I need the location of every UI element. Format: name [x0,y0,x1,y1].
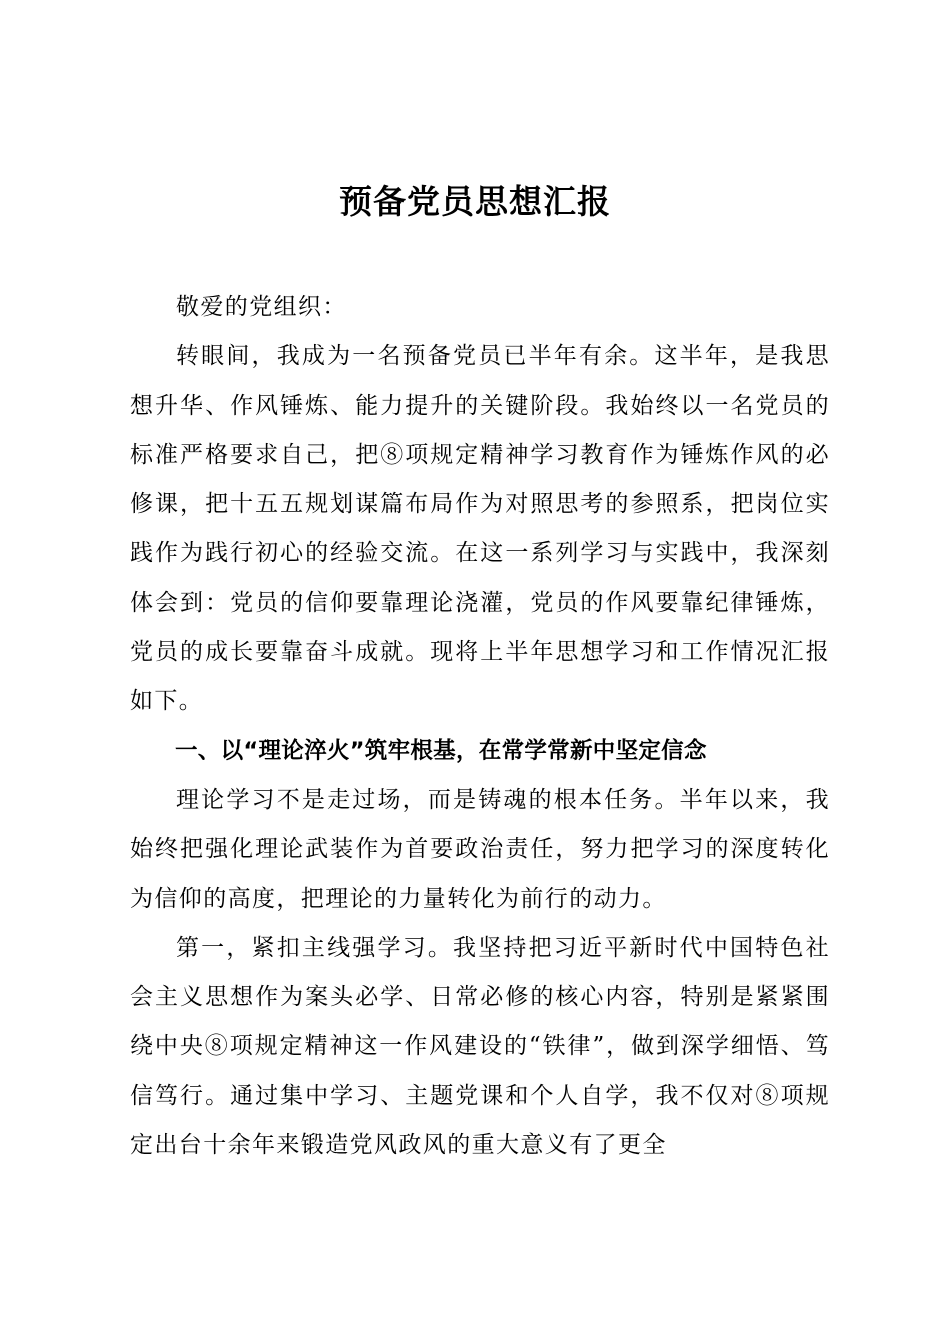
document-body [130,283,830,1170]
salutation: 敬爱的党组织： [176,294,347,320]
section-paragraph: 理论学习不是走过场，而是铸魂的根本任务。半年以来，我始终把强化理论武装作为首要政治责任，努力把学习的深度转化为信仰的高度，把理论的力量转化为前行的动力。 [130,786,830,912]
intro-paragraph: 转眼间，我成为一名预备党员已半年有余。这半年，是我思想升华、作风锤炼、能力提升的关键阶段。我始终以一名党员的标准严格要求自己，把⑧项规定精神学习教育作为锤炼作风的必修课，把十五五规划谋篇布局作为对照思考的参照系，把岗位实践作为践行初心的经验交流。在这一系列学习与实践中，我深刻体会到：党员的信仰要靠理论浇灌，党员的作风要靠纪律锤炼，党员的成长要靠奋斗成就。现将上半年思想学习和工作情况汇报如下。 [130,343,830,715]
section-paragraph: 第一，紧扣主线强学习。我坚持把习近平新时代中国特色社会主义思想作为案头必学、日常必修的核心内容，特别是紧紧围绕中央⑧项规定精神这一作风建设的“铁律”，做到深学细悟、笃信笃行。通过集中学习、主题党课和个人自学，我不仅对⑧项规定出台十余年来锻造党风政风的重大意义有了更全 [130,934,830,1159]
document-title: 预备党员思想汇报 [339,182,611,221]
section-heading: 一、以“理论淬火”筑牢根基，在常学常新中坚定信念 [175,737,707,764]
